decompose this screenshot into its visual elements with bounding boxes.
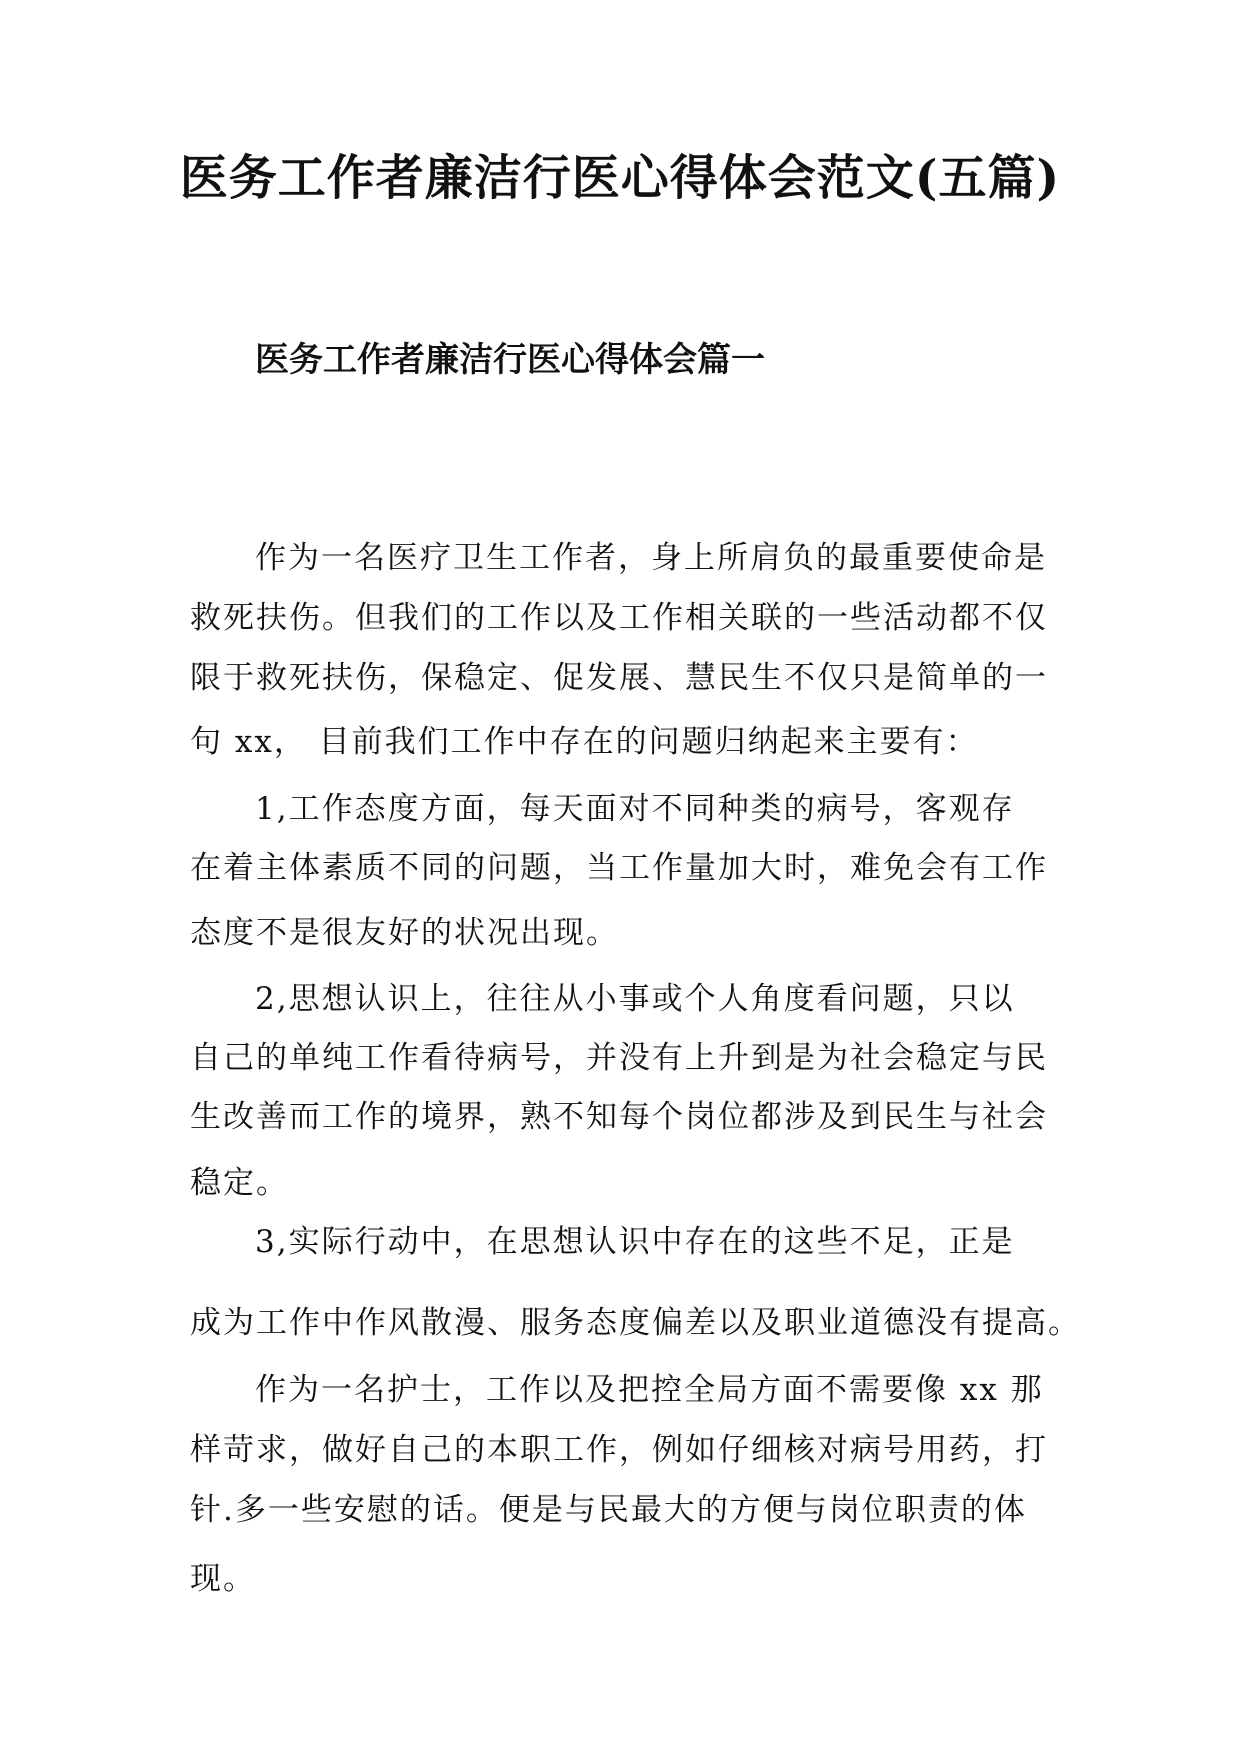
body-line: 稳定。 <box>190 1165 289 1201</box>
body-line: 针.多一些安慰的话。便是与民最大的方便与岗位职责的体 <box>190 1492 1027 1528</box>
body-line: 态度不是很友好的状况出现。 <box>190 915 619 951</box>
body-line: 现。 <box>190 1561 256 1597</box>
body-line: 1,工作态度方面，每天面对不同种类的病号，客观存 <box>255 791 1015 827</box>
body-line: 作为一名护士，工作以及把控全局方面不需要像 xx 那 <box>255 1372 1044 1408</box>
body-line: 作为一名医疗卫生工作者，身上所肩负的最重要使命是 <box>255 540 1047 576</box>
body-line: 限于救死扶伤，保稳定、促发展、慧民生不仅只是简单的一 <box>190 660 1048 696</box>
section-heading: 医务工作者廉洁行医心得体会篇一 <box>255 340 765 380</box>
body-line: 在着主体素质不同的问题，当工作量加大时，难免会有工作 <box>190 850 1048 886</box>
body-line: 3,实际行动中，在思想认识中存在的这些不足，正是 <box>255 1224 1015 1260</box>
body-line: 2,思想认识上，往往从小事或个人角度看问题，只以 <box>255 981 1015 1017</box>
body-line: 生改善而工作的境界，熟不知每个岗位都涉及到民生与社会 <box>190 1099 1048 1135</box>
body-line: 自己的单纯工作看待病号，并没有上升到是为社会稳定与民 <box>190 1040 1048 1076</box>
document-title: 医务工作者廉洁行医心得体会范文(五篇) <box>179 150 1061 206</box>
body-line: 样苛求，做好自己的本职工作，例如仔细核对病号用药，打 <box>190 1432 1048 1468</box>
body-line: 救死扶伤。但我们的工作以及工作相关联的一些活动都不仅 <box>190 600 1048 636</box>
body-line: 句 xx， 目前我们工作中存在的问题归纳起来主要有： <box>190 724 979 760</box>
body-line: 成为工作中作风散漫、服务态度偏差以及职业道德没有提高。 <box>190 1305 1081 1341</box>
